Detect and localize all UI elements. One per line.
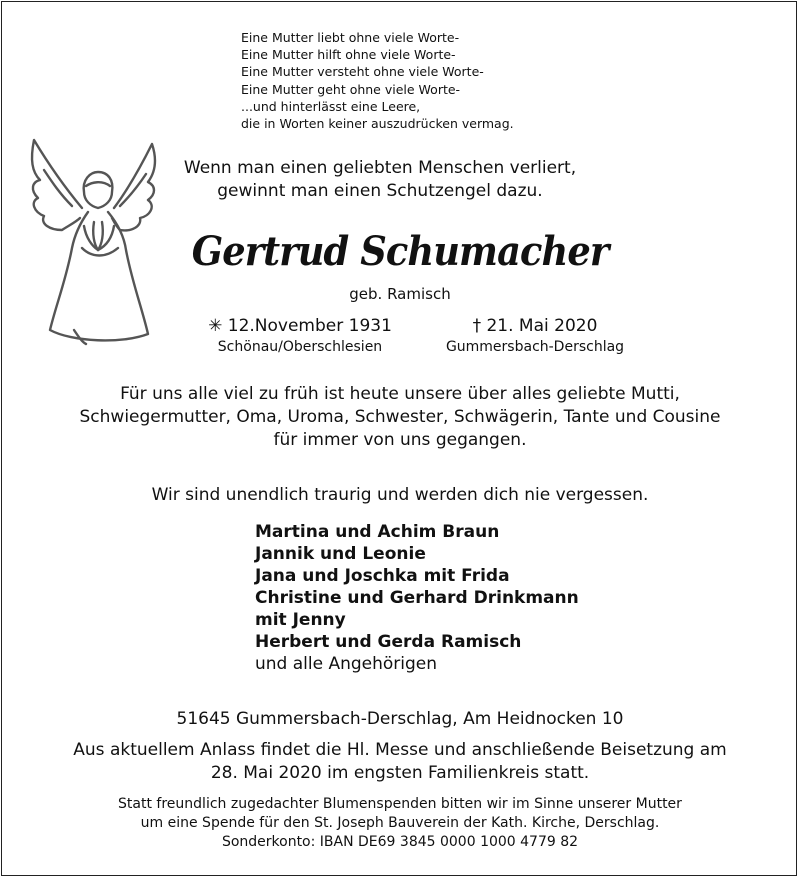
death-place: Gummersbach-Derschlag — [445, 339, 625, 355]
birth-place: Schönau/Oberschlesien — [217, 339, 383, 355]
deceased-name: Gertrud Schumacher — [191, 228, 609, 275]
donation-line: um eine Spende für den St. Joseph Bauverein der Kath. Kirche, Derschlag. — [140, 815, 660, 831]
mourner: Christine und Gerhard Drinkmann — [255, 588, 579, 608]
mourner: Herbert und Gerda Ramisch — [255, 632, 522, 652]
donation-info — [20, 795, 780, 852]
service-info — [20, 739, 780, 785]
poem-line: Eine Mutter hilft ohne viele Worte- — [241, 47, 456, 63]
poem-line: ...und hinterlässt eine Leere, — [241, 98, 421, 114]
mourners-closing: und alle Angehörigen — [255, 654, 438, 674]
poem-line: Eine Mutter versteht ohne viele Worte- — [241, 64, 484, 80]
birth-line — [195, 315, 405, 337]
quote — [150, 157, 610, 203]
poem — [241, 29, 514, 132]
poem-line: die in Worten keiner auszudrücken vermag. — [241, 116, 514, 132]
birth-star-icon: ✳ — [208, 316, 223, 336]
poem-line: Eine Mutter geht ohne viele Worte- — [241, 81, 461, 97]
announcement-line: Für uns alle viel zu früh ist heute unsere über alles geliebte Mutti, — [120, 384, 680, 404]
service-line: Aus aktuellem Anlass findet die Hl. Messe und anschließende Beisetzung am — [73, 740, 727, 760]
farewell-text: Wir sind unendlich traurig und werden dich nie vergessen. — [151, 485, 649, 505]
announcement — [20, 383, 780, 452]
death-date: 21. Mai 2020 — [486, 316, 598, 336]
mourners-list — [255, 521, 579, 675]
mourner: mit Jenny — [255, 610, 346, 630]
donation-line: Statt freundlich zugedachter Blumenspenden bitten wir im Sinne unserer Mutter — [118, 796, 682, 812]
maiden-name: geb. Ramisch — [349, 285, 451, 303]
birth-info — [195, 315, 405, 357]
announcement-line: Schwiegermutter, Oma, Uroma, Schwester, Schwägerin, Tante und Cousine — [79, 407, 721, 427]
death-info — [420, 315, 650, 357]
donation-line: Sonderkonto: IBAN DE69 3845 0000 1000 4779 82 — [221, 834, 579, 850]
death-cross-icon: † — [472, 316, 482, 336]
mourner: Jana und Joschka mit Frida — [255, 566, 510, 586]
address: 51645 Gummersbach-Derschlag, Am Heidnocken 10 — [176, 709, 624, 729]
announcement-line: für immer von uns gegangen. — [273, 430, 527, 450]
mourner: Jannik und Leonie — [255, 544, 426, 564]
birth-date: 12.November 1931 — [227, 316, 392, 336]
death-line — [420, 315, 650, 337]
service-line: 28. Mai 2020 im engsten Familienkreis statt. — [210, 763, 590, 783]
poem-line: Eine Mutter liebt ohne viele Worte- — [241, 30, 460, 45]
mourner: Martina und Achim Braun — [255, 522, 500, 542]
quote-line: Wenn man einen geliebten Menschen verliert, — [183, 158, 577, 178]
quote-line: gewinnt man einen Schutzengel dazu. — [217, 181, 543, 201]
